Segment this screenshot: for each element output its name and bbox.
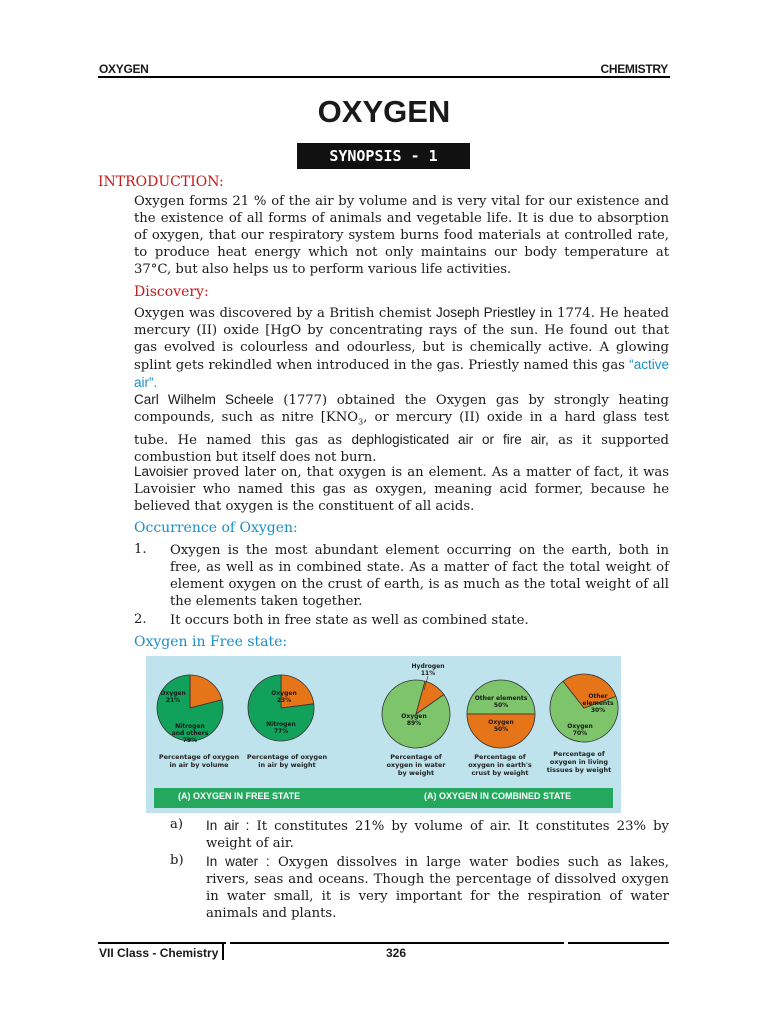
active-air-quote: “active air”.	[134, 357, 669, 390]
caption-line: oxygen in earth's	[468, 761, 532, 769]
pie-label-other: 50%	[493, 702, 509, 709]
pie-label-oxygen: 70%	[572, 730, 588, 737]
pie-caption	[242, 753, 332, 769]
subscript: 3	[358, 417, 364, 427]
caption-line: Percentage of	[553, 750, 605, 758]
caption-line: crust by weight	[471, 769, 529, 777]
pie-caption	[455, 753, 545, 777]
caption-line: in air by volume	[169, 761, 229, 769]
pie-caption	[371, 753, 461, 777]
pie-caption	[534, 750, 624, 774]
synopsis-badge: SYNOPSIS - 1	[297, 143, 470, 169]
pie-label-other: Other elements	[474, 695, 528, 702]
discovery-paragraph-priestley	[134, 304, 669, 392]
priestley-name: Joseph Priestley	[435, 305, 536, 320]
free-state-heading: Oxygen in Free state:	[134, 634, 288, 650]
caption-line: in air by weight	[258, 761, 316, 769]
pie-label-oxygen: Oxygen	[160, 690, 186, 697]
term: In air :	[206, 818, 250, 833]
pie-label-oxygen: 89%	[406, 720, 422, 727]
list-marker: b)	[170, 853, 184, 868]
pie-label-other: Other	[588, 693, 608, 700]
pie-label-other: 30%	[590, 707, 606, 714]
pie-caption	[154, 753, 244, 769]
pie-label-other: Nitrogen	[266, 721, 296, 728]
discovery-paragraph-scheele	[134, 391, 669, 466]
dephlogisticated-term: dephlogisticated air or fire air,	[351, 431, 549, 447]
caption-line: oxygen in water	[386, 761, 446, 769]
text-run: in 1774. He heated mercury (II) oxide [HgO by concentrating rays of the sun. He found out that gas evolved is colourless and odourless, but is chemically active. A glowing splint gets rekindled when introduced in the gas. Priestly named this gas	[134, 306, 669, 373]
hydrogen-label: 11%	[420, 670, 436, 677]
pie-label-oxygen: 23%	[276, 697, 292, 704]
oxygen-distribution-figure	[146, 656, 621, 813]
term: In water :	[206, 854, 270, 869]
list-number: 2.	[134, 612, 147, 627]
footer-rule	[230, 942, 564, 944]
hydrogen-label: Hydrogen	[411, 663, 445, 670]
footer-divider	[222, 944, 224, 960]
caption-line: Percentage of oxygen	[246, 753, 328, 761]
lavoisier-name: Lavoisier	[134, 464, 189, 479]
list-marker: a)	[170, 817, 184, 832]
caption-line: Percentage of	[390, 753, 442, 761]
caption-line: tissues by weight	[546, 766, 612, 774]
text-run: Oxygen dissolves in large water bodies such as lakes, rivers, seas and oceans. Though the percentage of dissolved oxygen in water small, it is very important for the respiration of water animals and plants.	[206, 855, 669, 921]
discovery-paragraph-lavoisier	[134, 463, 669, 515]
occurrence-heading: Occurrence of Oxygen:	[134, 520, 298, 536]
caption-line: Percentage of	[474, 753, 526, 761]
running-header-left: OXYGEN	[99, 62, 149, 76]
caption-line: by weight	[397, 769, 435, 777]
in-air-item	[206, 817, 669, 852]
pie-label-other: 79%	[182, 737, 198, 744]
list-number: 1.	[134, 542, 147, 557]
figure-band	[154, 788, 613, 808]
pie-label-other: elements	[582, 700, 614, 707]
in-water-item	[206, 853, 669, 922]
text-run: as it supported combustion but itself does not burn.	[134, 432, 669, 465]
scheele-name: Carl Wilhelm Scheele	[134, 392, 274, 407]
pie-label-oxygen: 21%	[165, 697, 181, 704]
occurrence-item-1: Oxygen is the most abundant element occurring on the earth, both in free, as well as in combined state. As a matter of fact the total weight of element oxygen on the crust of earth, is as much as the total weight of all the elements taken together.	[170, 543, 669, 609]
text-run: (1777) obtained the Oxygen gas by strongly heating compounds, such as nitre [KNO	[134, 393, 669, 425]
pie-label-oxygen: Oxygen	[401, 713, 427, 720]
caption-line: Percentage of oxygen	[158, 753, 240, 761]
footer-rule	[568, 942, 669, 944]
text-run: Oxygen was discovered by a British chemist	[134, 306, 436, 321]
pie-label-oxygen: Oxygen	[488, 719, 514, 726]
pie-label-oxygen: 50%	[493, 726, 509, 733]
pie-label-other: and others	[171, 730, 209, 737]
page-number: 326	[386, 946, 407, 960]
caption-line: oxygen in living	[549, 758, 609, 766]
pie-label-oxygen: Oxygen	[567, 723, 593, 730]
discovery-heading: Discovery:	[134, 284, 209, 300]
text-run: It constitutes 21% by volume of air. It constitutes 23% by weight of air.	[206, 819, 669, 851]
pie-label-oxygen: Oxygen	[271, 690, 297, 697]
intro-paragraph: Oxygen forms 21 % of the air by volume and is very vital for our existence and the existence of all forms of animals and vegetable life. It is due to absorption of oxygen, that our respiratory system burns food materials at controlled rate, to produce heat energy which not only maintains our body temperature at 37°C, but also helps us to perform various life activities.	[134, 194, 669, 277]
running-header-right: CHEMISTRY	[600, 62, 668, 76]
pie-label-other: 77%	[273, 728, 289, 735]
header-rule	[98, 76, 670, 78]
text-run: , or mercury (II) oxide in a hard glass test tube. He named this gas as	[134, 410, 669, 448]
intro-heading: INTRODUCTION:	[98, 174, 224, 190]
footer-rule	[98, 942, 226, 944]
band-label-free: (A) OXYGEN IN FREE STATE	[178, 791, 301, 801]
page-title: OXYGEN	[317, 94, 451, 129]
band-label-combined: (A) OXYGEN IN COMBINED STATE	[424, 791, 572, 801]
footer-class: VII Class - Chemistry	[99, 946, 219, 960]
pie-label-other: Nitrogen	[175, 723, 205, 730]
occurrence-item-2: It occurs both in free state as well as combined state.	[170, 613, 529, 628]
text-run: proved later on, that oxygen is an element. As a matter of fact, it was Lavoisier who named this gas as oxygen, meaning acid former, because he believed that oxygen is the constituent of all acids.	[134, 465, 669, 514]
